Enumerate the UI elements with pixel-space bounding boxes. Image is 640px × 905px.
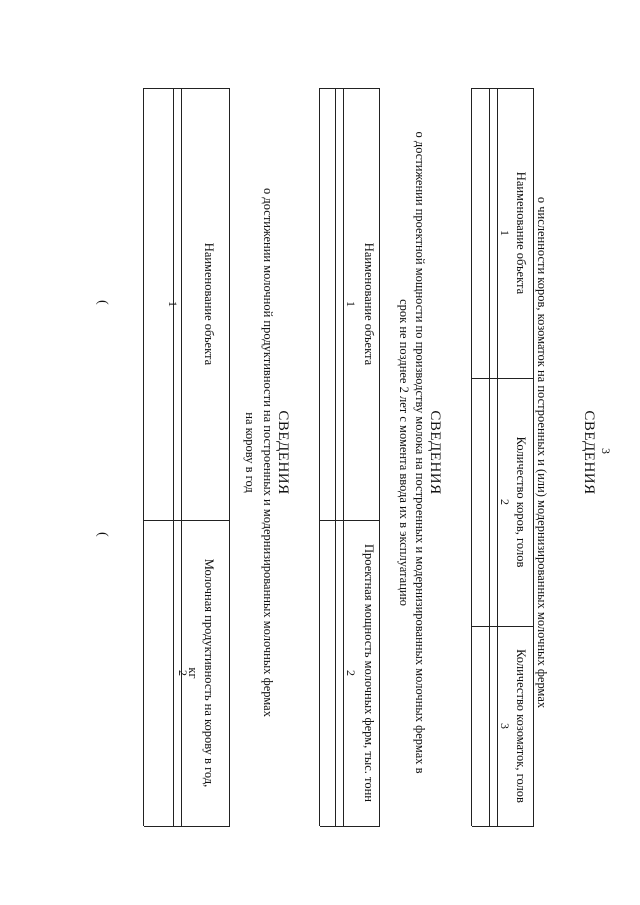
section3-col2-header-line1: Молочная продуктивность на корову в год, bbox=[202, 558, 216, 788]
section3-subtitle-line1: о достижении молочной продуктивности на построенных и модернизированных молочных фермах bbox=[261, 188, 275, 717]
section1-col3-header: Количество козоматок, голов bbox=[514, 649, 528, 803]
section3-title: СВЕДЕНИЯ bbox=[275, 410, 291, 495]
stray-mark: ( bbox=[95, 532, 110, 537]
section3-col2-header-line2: кг bbox=[186, 667, 200, 679]
section1-col1-header: Наименование объекта bbox=[514, 171, 528, 295]
section1-subtitle: о численности коров, козоматок на построенных и (или) модернизированных молочных фермах bbox=[535, 196, 549, 709]
section2-title: СВЕДЕНИЯ bbox=[427, 410, 443, 495]
section1-col2-number: 2 bbox=[498, 499, 512, 505]
section2-subtitle-line1: о достижении проектной мощности по производству молока на построенных и модернизированных молочных фермах в bbox=[413, 131, 427, 774]
section1-col2-header: Количество коров, голов bbox=[514, 436, 528, 568]
section1-col3-number: 3 bbox=[498, 723, 512, 729]
section2-subtitle-line2: срок не позднее 2 лет с момента ввода их в эксплуатацию bbox=[397, 299, 411, 606]
section3-col1-number: 1 bbox=[166, 301, 180, 307]
section2-col2-number: 2 bbox=[344, 670, 358, 676]
section3-col1-header: Наименование объекта bbox=[202, 242, 216, 366]
section3-col2-number: 2 bbox=[176, 670, 190, 676]
section1-col1-number: 1 bbox=[498, 230, 512, 236]
page-number: 3 bbox=[599, 448, 613, 454]
section2-col2-header: Проектная мощность молочных ферм, тыс. тонн bbox=[362, 544, 376, 802]
section2-col1-number: 1 bbox=[344, 301, 358, 307]
stray-mark: ( bbox=[95, 300, 110, 305]
section1-title: СВЕДЕНИЯ bbox=[581, 410, 597, 495]
section3-subtitle-line2: на корову в год bbox=[243, 412, 257, 493]
section2-col1-header: Наименование объекта bbox=[362, 242, 376, 366]
